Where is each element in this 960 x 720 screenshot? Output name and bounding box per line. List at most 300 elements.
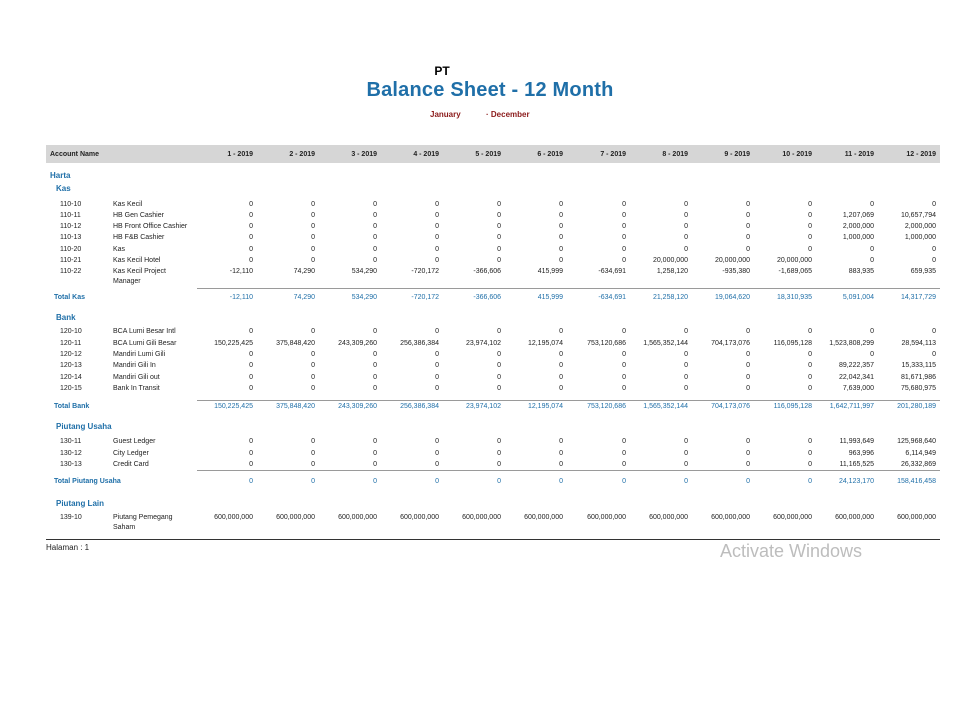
- table-row: [0, 245, 960, 255]
- month-value: 0: [932, 201, 936, 208]
- month-value: 0: [622, 362, 626, 369]
- month-value: 0: [808, 385, 812, 392]
- month-value: 0: [559, 374, 563, 381]
- month-value: 0: [684, 362, 688, 369]
- col-month-1: 1 - 2019: [227, 151, 253, 158]
- account-name: [113, 222, 187, 232]
- month-value: 0: [684, 328, 688, 335]
- month-value: 0: [622, 438, 626, 445]
- account-code: 139-10: [60, 514, 82, 521]
- month-value: 753,120,686: [587, 340, 626, 347]
- month-value: 0: [435, 438, 439, 445]
- month-value: -1,689,065: [778, 268, 812, 275]
- total-value: 5,091,004: [842, 294, 874, 301]
- month-value: 0: [311, 328, 315, 335]
- month-value: 0: [435, 385, 439, 392]
- month-value: 20,000,000: [652, 257, 688, 264]
- month-value: 0: [870, 328, 874, 335]
- month-value: 0: [249, 438, 253, 445]
- total-value: 24,123,170: [838, 478, 874, 485]
- total-value: 0: [559, 478, 563, 485]
- account-code: 110-21: [60, 257, 82, 264]
- account-name: [113, 513, 173, 533]
- total-value: 23,974,102: [465, 403, 501, 410]
- month-value: 600,000,000: [587, 514, 626, 521]
- month-value: -634,691: [598, 268, 626, 275]
- month-value: 0: [559, 212, 563, 219]
- account-name: [113, 245, 125, 255]
- month-value: 0: [559, 223, 563, 230]
- month-value: 0: [249, 234, 253, 241]
- total-value: 534,290: [351, 294, 377, 301]
- month-value: 0: [249, 374, 253, 381]
- account-code: 110-11: [60, 212, 81, 219]
- table-row: [0, 233, 960, 243]
- col-month-12: 12 - 2019: [906, 151, 936, 158]
- month-value: 963,996: [848, 450, 874, 457]
- account-name: [113, 460, 149, 470]
- month-value: 1,207,069: [842, 212, 874, 219]
- account-name-line: Guest Ledger: [113, 438, 156, 445]
- month-value: 0: [622, 328, 626, 335]
- month-value: 0: [684, 201, 688, 208]
- col-account-name: Account Name: [50, 151, 100, 158]
- month-value: 1,565,352,144: [643, 340, 688, 347]
- month-value: 0: [559, 328, 563, 335]
- month-value: 2,000,000: [842, 223, 874, 230]
- month-value: 0: [373, 234, 377, 241]
- total-value: -12,110: [229, 294, 253, 301]
- month-value: 0: [435, 362, 439, 369]
- month-value: 883,935: [848, 268, 874, 275]
- total-label: Total Kas: [54, 294, 85, 301]
- total-value: -720,172: [411, 294, 439, 301]
- total-row: [0, 402, 960, 412]
- account-name: [113, 437, 155, 447]
- month-value: 0: [622, 461, 626, 468]
- account-code: 110-12: [60, 223, 82, 230]
- account-name: [113, 339, 176, 349]
- month-value: 75,680,975: [900, 385, 936, 392]
- month-value: 89,222,357: [838, 362, 874, 369]
- section-label: Harta: [50, 171, 71, 180]
- month-value: 11,165,525: [839, 461, 874, 468]
- total-value: 0: [622, 478, 626, 485]
- month-value: 600,000,000: [897, 514, 936, 521]
- month-value: 0: [932, 257, 936, 264]
- group-label: Bank: [56, 313, 76, 322]
- month-value: 0: [311, 201, 315, 208]
- month-value: 0: [311, 450, 315, 457]
- group-label: Piutang Lain: [56, 499, 104, 508]
- total-rule: [197, 288, 940, 289]
- month-value: 0: [435, 223, 439, 230]
- month-value: 0: [249, 362, 253, 369]
- col-month-4: 4 - 2019: [413, 151, 439, 158]
- month-value: 0: [932, 351, 936, 358]
- month-value: 0: [808, 374, 812, 381]
- month-value: 600,000,000: [400, 514, 439, 521]
- account-name-line: Credit Card: [113, 461, 149, 468]
- account-code: 130-12: [60, 450, 82, 457]
- period-end: · December: [486, 110, 530, 119]
- month-value: -935,380: [722, 268, 750, 275]
- month-value: 0: [435, 351, 439, 358]
- month-value: 0: [497, 201, 501, 208]
- month-value: 0: [435, 461, 439, 468]
- month-value: 0: [559, 461, 563, 468]
- total-value: 0: [497, 478, 501, 485]
- month-value: 0: [311, 438, 315, 445]
- month-value: 0: [373, 351, 377, 358]
- month-value: 0: [622, 223, 626, 230]
- month-value: 1,523,808,299: [829, 340, 874, 347]
- table-row: [0, 327, 960, 337]
- total-value: 753,120,686: [587, 403, 626, 410]
- month-value: 6,114,949: [905, 450, 936, 457]
- month-value: 0: [622, 257, 626, 264]
- month-value: 0: [497, 328, 501, 335]
- month-value: -720,172: [411, 268, 439, 275]
- account-name-line: Kas: [113, 246, 126, 253]
- account-name: [113, 256, 160, 266]
- table-row: [0, 339, 960, 349]
- account-name: [113, 327, 176, 337]
- month-value: 0: [746, 385, 750, 392]
- col-month-6: 6 - 2019: [537, 151, 563, 158]
- account-code: 120-11: [60, 340, 82, 347]
- month-value: 12,195,074: [527, 340, 563, 347]
- col-month-2: 2 - 2019: [289, 151, 315, 158]
- month-value: 0: [808, 362, 812, 369]
- month-value: 0: [932, 328, 936, 335]
- account-name-line: Mandiri Gili In: [113, 362, 156, 369]
- month-value: 0: [497, 362, 501, 369]
- account-code: 130-13: [60, 461, 82, 468]
- month-value: 0: [684, 351, 688, 358]
- account-name-line: Manager: [113, 278, 141, 285]
- col-month-5: 5 - 2019: [475, 151, 501, 158]
- total-value: 12,195,074: [527, 403, 563, 410]
- month-value: 0: [559, 257, 563, 264]
- month-value: 0: [808, 461, 812, 468]
- month-value: 0: [808, 246, 812, 253]
- account-name: [113, 384, 160, 394]
- total-value: 0: [746, 478, 750, 485]
- month-value: 0: [684, 385, 688, 392]
- report-title: Balance Sheet - 12 Month: [366, 79, 614, 101]
- month-value: 0: [746, 223, 750, 230]
- month-value: 0: [435, 234, 439, 241]
- month-value: 0: [373, 201, 377, 208]
- month-value: 704,173,076: [711, 340, 750, 347]
- month-value: 28,594,113: [901, 340, 936, 347]
- month-value: 0: [311, 223, 315, 230]
- month-value: 0: [373, 461, 377, 468]
- month-value: 0: [311, 374, 315, 381]
- total-value: -366,606: [473, 294, 501, 301]
- total-rule: [197, 470, 940, 471]
- month-value: 0: [932, 246, 936, 253]
- account-name-line: BCA Lumi Besar Intl: [113, 328, 176, 335]
- total-value: 19,064,620: [714, 294, 750, 301]
- month-value: 0: [497, 223, 501, 230]
- total-value: 704,173,076: [711, 403, 750, 410]
- total-value: 0: [435, 478, 439, 485]
- account-name: [113, 373, 160, 383]
- table-row: [0, 384, 960, 394]
- month-value: 0: [684, 461, 688, 468]
- month-value: 0: [870, 246, 874, 253]
- month-value: 26,332,869: [900, 461, 936, 468]
- month-value: 375,848,420: [276, 340, 315, 347]
- month-value: 243,309,260: [338, 340, 377, 347]
- month-value: 0: [746, 438, 750, 445]
- account-code: 110-22: [60, 268, 82, 275]
- month-value: 0: [373, 438, 377, 445]
- total-value: -634,691: [598, 294, 626, 301]
- month-value: 150,225,425: [214, 340, 253, 347]
- month-value: 0: [311, 234, 315, 241]
- month-value: 1,000,000: [904, 234, 936, 241]
- month-value: 0: [746, 461, 750, 468]
- table-row: [0, 200, 960, 210]
- account-code: 110-13: [60, 234, 82, 241]
- month-value: 0: [249, 257, 253, 264]
- month-value: 0: [684, 212, 688, 219]
- total-value: 256,386,384: [400, 403, 439, 410]
- month-value: 0: [497, 450, 501, 457]
- month-value: 0: [622, 450, 626, 457]
- month-value: 0: [808, 212, 812, 219]
- month-value: 0: [249, 328, 253, 335]
- month-value: 0: [249, 385, 253, 392]
- table-row: [0, 256, 960, 266]
- month-value: 0: [746, 328, 750, 335]
- table-row: [0, 222, 960, 232]
- month-value: 600,000,000: [711, 514, 750, 521]
- account-name: [113, 361, 156, 371]
- account-name: [113, 350, 165, 360]
- total-value: 0: [311, 478, 315, 485]
- total-value: 375,848,420: [276, 403, 315, 410]
- month-value: 0: [497, 385, 501, 392]
- total-row: [0, 477, 960, 487]
- col-month-11: 11 - 2019: [844, 151, 874, 158]
- footer-rule: [46, 539, 940, 540]
- month-value: 0: [559, 201, 563, 208]
- total-value: 0: [684, 478, 688, 485]
- month-value: 0: [808, 351, 812, 358]
- month-value: 0: [497, 461, 501, 468]
- month-value: 0: [870, 351, 874, 358]
- month-value: 0: [870, 201, 874, 208]
- table-row: [0, 373, 960, 383]
- account-code: 120-13: [60, 362, 82, 369]
- account-name: [113, 267, 166, 287]
- month-value: 0: [622, 234, 626, 241]
- month-value: 0: [311, 351, 315, 358]
- month-value: 0: [497, 212, 501, 219]
- month-value: 0: [746, 450, 750, 457]
- activate-windows-watermark: Activate Windows: [720, 541, 863, 561]
- month-value: 0: [373, 328, 377, 335]
- account-name-line: Kas Kecil Hotel: [113, 257, 161, 264]
- month-value: 0: [559, 351, 563, 358]
- table-row: [0, 513, 960, 531]
- account-code: 110-20: [60, 246, 82, 253]
- month-value: 600,000,000: [214, 514, 253, 521]
- month-value: 600,000,000: [649, 514, 688, 521]
- total-value: 158,416,458: [897, 478, 936, 485]
- table-row: [0, 350, 960, 360]
- month-value: 0: [808, 438, 812, 445]
- total-value: 18,310,935: [776, 294, 812, 301]
- account-name-line: Bank In Transit: [113, 385, 160, 392]
- month-value: 0: [559, 385, 563, 392]
- account-code: 120-12: [60, 351, 82, 358]
- month-value: 0: [373, 257, 377, 264]
- total-row: [0, 293, 960, 303]
- month-value: 22,042,341: [838, 374, 874, 381]
- month-value: 256,386,384: [400, 340, 439, 347]
- month-value: 10,657,794: [900, 212, 936, 219]
- total-value: 201,280,189: [897, 403, 936, 410]
- month-value: 0: [435, 212, 439, 219]
- total-value: 1,565,352,144: [643, 403, 688, 410]
- month-value: 2,000,000: [904, 223, 936, 230]
- table-row: [0, 449, 960, 459]
- account-name-line: HB Gen Cashier: [113, 212, 164, 219]
- total-value: 415,999: [537, 294, 563, 301]
- month-value: 0: [373, 450, 377, 457]
- table-row: [0, 267, 960, 285]
- month-value: 0: [311, 246, 315, 253]
- month-value: 74,290: [293, 268, 315, 275]
- month-value: 0: [622, 246, 626, 253]
- account-code: 120-10: [60, 328, 82, 335]
- month-value: 0: [373, 223, 377, 230]
- month-value: 0: [684, 234, 688, 241]
- total-value: 243,309,260: [338, 403, 377, 410]
- month-value: 0: [311, 385, 315, 392]
- month-value: 0: [249, 450, 253, 457]
- month-value: 0: [622, 201, 626, 208]
- account-name-line: Piutang Pemegang: [113, 514, 173, 521]
- col-month-9: 9 - 2019: [724, 151, 750, 158]
- col-month-10: 10 - 2019: [782, 151, 812, 158]
- month-value: -366,606: [473, 268, 501, 275]
- total-value: 14,317,729: [900, 294, 936, 301]
- month-value: 0: [684, 246, 688, 253]
- month-value: 0: [497, 351, 501, 358]
- table-row: [0, 211, 960, 221]
- month-value: 0: [497, 234, 501, 241]
- month-value: 0: [249, 201, 253, 208]
- month-value: 0: [435, 374, 439, 381]
- month-value: 600,000,000: [462, 514, 501, 521]
- month-value: 0: [808, 201, 812, 208]
- month-value: 0: [559, 246, 563, 253]
- month-value: 0: [746, 234, 750, 241]
- account-name-line: Saham: [113, 524, 136, 531]
- total-label: Total Piutang Usaha: [54, 478, 121, 485]
- month-value: 0: [746, 246, 750, 253]
- month-value: 0: [497, 246, 501, 253]
- month-value: 0: [746, 201, 750, 208]
- month-value: 0: [249, 461, 253, 468]
- account-name-line: Mandiri Gili out: [113, 374, 160, 381]
- month-value: 0: [311, 362, 315, 369]
- table-row: [0, 361, 960, 371]
- month-value: 0: [746, 374, 750, 381]
- period-start: January: [430, 110, 461, 119]
- month-value: 0: [311, 257, 315, 264]
- month-value: 0: [373, 212, 377, 219]
- month-value: 0: [249, 351, 253, 358]
- account-name-line: Kas Kecil: [113, 201, 143, 208]
- account-name: [113, 200, 142, 210]
- month-value: 0: [808, 328, 812, 335]
- group-label: Piutang Usaha: [56, 422, 112, 431]
- month-value: 0: [808, 450, 812, 457]
- table-row: [0, 437, 960, 447]
- page-number: Halaman : 1: [46, 543, 90, 552]
- month-value: 1,000,000: [842, 234, 874, 241]
- month-value: 0: [373, 374, 377, 381]
- total-value: 1,642,711,997: [829, 403, 874, 410]
- account-name: [113, 233, 164, 243]
- month-value: 0: [435, 201, 439, 208]
- total-value: 74,290: [293, 294, 315, 301]
- account-name-line: City Ledger: [113, 450, 149, 457]
- month-value: 534,290: [351, 268, 377, 275]
- month-value: 0: [559, 234, 563, 241]
- month-value: 0: [746, 351, 750, 358]
- month-value: 20,000,000: [776, 257, 812, 264]
- month-value: 0: [808, 234, 812, 241]
- month-value: 0: [808, 223, 812, 230]
- month-value: 600,000,000: [524, 514, 563, 521]
- account-code: 110-10: [60, 201, 82, 208]
- month-value: 415,999: [537, 268, 563, 275]
- month-value: 7,639,000: [842, 385, 874, 392]
- group-label: Kas: [56, 184, 71, 193]
- col-month-3: 3 - 2019: [351, 151, 377, 158]
- month-value: 0: [249, 246, 253, 253]
- account-code: 120-15: [60, 385, 82, 392]
- month-value: 0: [435, 246, 439, 253]
- account-name-line: HB Front Office Cashier: [113, 223, 188, 230]
- account-code: 130-11: [60, 438, 82, 445]
- month-value: 0: [373, 246, 377, 253]
- month-value: 0: [746, 212, 750, 219]
- account-name-line: Mandiri Lumi Gili: [113, 351, 166, 358]
- total-value: 0: [373, 478, 377, 485]
- month-value: 600,000,000: [835, 514, 874, 521]
- month-value: 20,000,000: [714, 257, 750, 264]
- month-value: 600,000,000: [773, 514, 812, 521]
- total-label: Total Bank: [54, 403, 90, 410]
- month-value: 0: [622, 212, 626, 219]
- month-value: 0: [249, 212, 253, 219]
- month-value: 0: [311, 212, 315, 219]
- account-name-line: HB F&B Cashier: [113, 234, 165, 241]
- month-value: 0: [435, 450, 439, 457]
- col-month-8: 8 - 2019: [662, 151, 688, 158]
- month-value: 0: [622, 351, 626, 358]
- month-value: 0: [622, 374, 626, 381]
